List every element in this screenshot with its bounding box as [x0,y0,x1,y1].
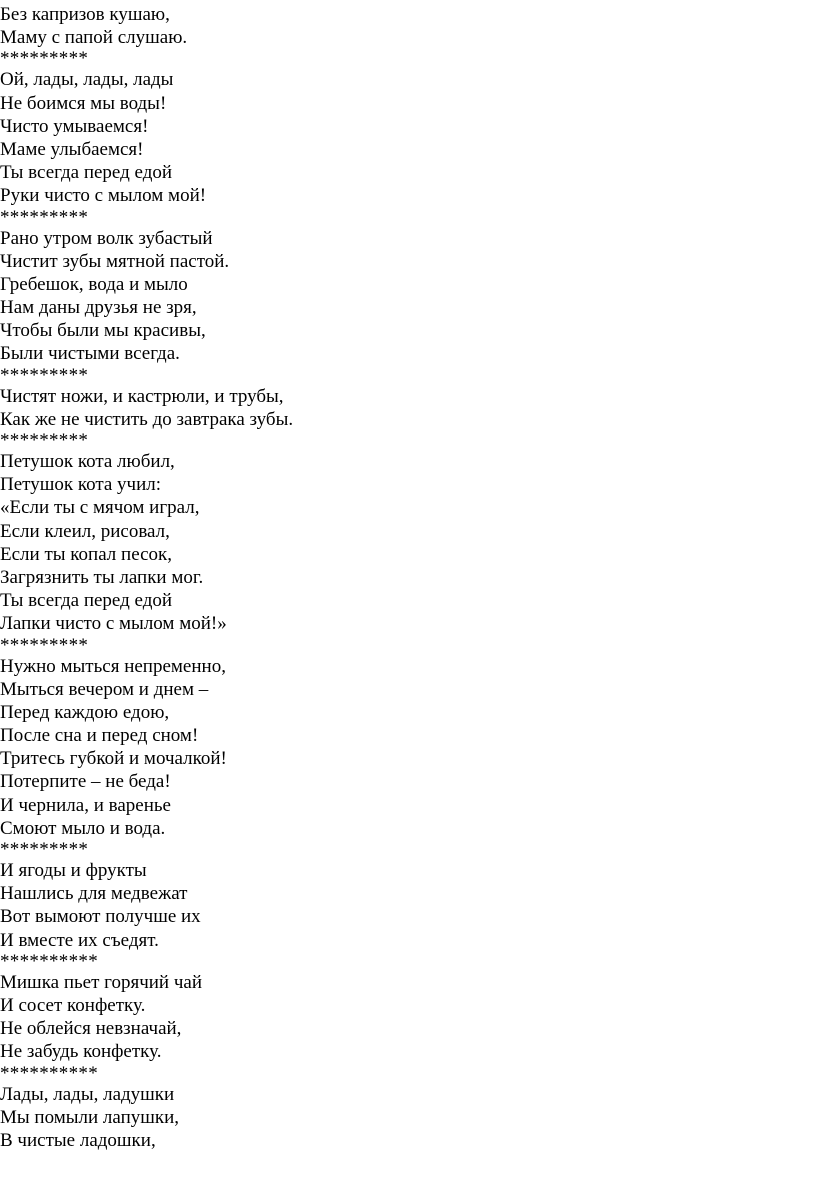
text-line: Чисто умываемся! [0,115,149,137]
text-line: Петушок кота учил: [0,474,162,496]
text-line: Если клеил, рисовал, [0,520,170,542]
text-line: Руки чисто с мылом мой! [0,185,207,207]
stanza-separator: ********* [0,206,89,228]
text-line: Как же не чистить до завтрака зубы. [0,408,294,430]
text-line: Петушок кота любил, [0,451,175,472]
text-line: Нам даны друзья не зря, [0,297,197,319]
text-line: Вот вымоют получше их [0,906,201,928]
text-line: Без капризов кушаю, [0,4,170,25]
text-line: Мишка пьет горячий чай [0,971,202,993]
text-line: Нужно мыться непременно, [0,655,226,677]
text-line: Мы помыли лапушки, [0,1106,180,1128]
text-line: И ягоды и фрукты [0,860,147,881]
stanza-separator: ********* [0,430,89,451]
text-line: Лады, лады, ладушки [0,1083,175,1105]
text-line: Тритесь губкой и мочалкой! [0,748,227,770]
text-line: Лапки чисто с мылом мой!» [0,613,227,635]
text-line: Ты всегда перед едой [0,590,173,612]
text-line: И чернила, и варенье [0,794,171,816]
text-line: Ты всегда перед едой [0,162,173,184]
text-line: Мыться вечером и днем – [0,678,209,700]
stanza-separator: ********* [0,48,89,70]
text-line: И сосет конфетку. [0,994,146,1016]
text-line: Потерпите – не беда! [0,771,171,793]
text-line: Загрязнить ты лапки мог. [0,566,204,588]
text-line: «Если ты с мячом играл, [0,497,200,519]
text-line: Не боимся мы воды! [0,92,167,114]
text-line: Чистит зубы мятной пастой. [0,250,230,272]
stanza-separator: ********* [0,364,89,386]
text-line: Были чистыми всегда. [0,343,180,365]
stanza-separator: ********* [0,839,89,860]
text-line: После сна и перед сном! [0,725,199,747]
text-line: И вместе их съедят. [0,929,159,951]
text-line: Не облейся невзначай, [0,1018,182,1040]
text-line: Не забудь конфетку. [0,1041,162,1063]
text-line: Чистят ножи, и кастрюли, и трубы, [0,385,284,407]
text-line: Если ты копал песок, [0,543,173,565]
text-line: Нашлись для медвежат [0,883,188,905]
stanza-separator: ********** [0,950,98,972]
text-line: Ой, лады, лады, лады [0,69,174,91]
text-line: Маму с папой слушаю. [0,27,188,49]
text-line: Чтобы были мы красивы, [0,320,206,342]
text-line: Смоют мыло и вода. [0,817,166,839]
stanza-separator: ********** [0,1062,98,1084]
text-line: Гребешок, вода и мыло [0,273,188,295]
text-line: В чистые ладошки, [0,1129,156,1151]
text-line: Рано утром волк зубастый [0,227,213,249]
document-page [0,3,816,1152]
text-line: Перед каждою едою, [0,701,170,723]
text-line: Маме улыбаемся! [0,138,144,160]
stanza-separator: ********* [0,634,89,656]
